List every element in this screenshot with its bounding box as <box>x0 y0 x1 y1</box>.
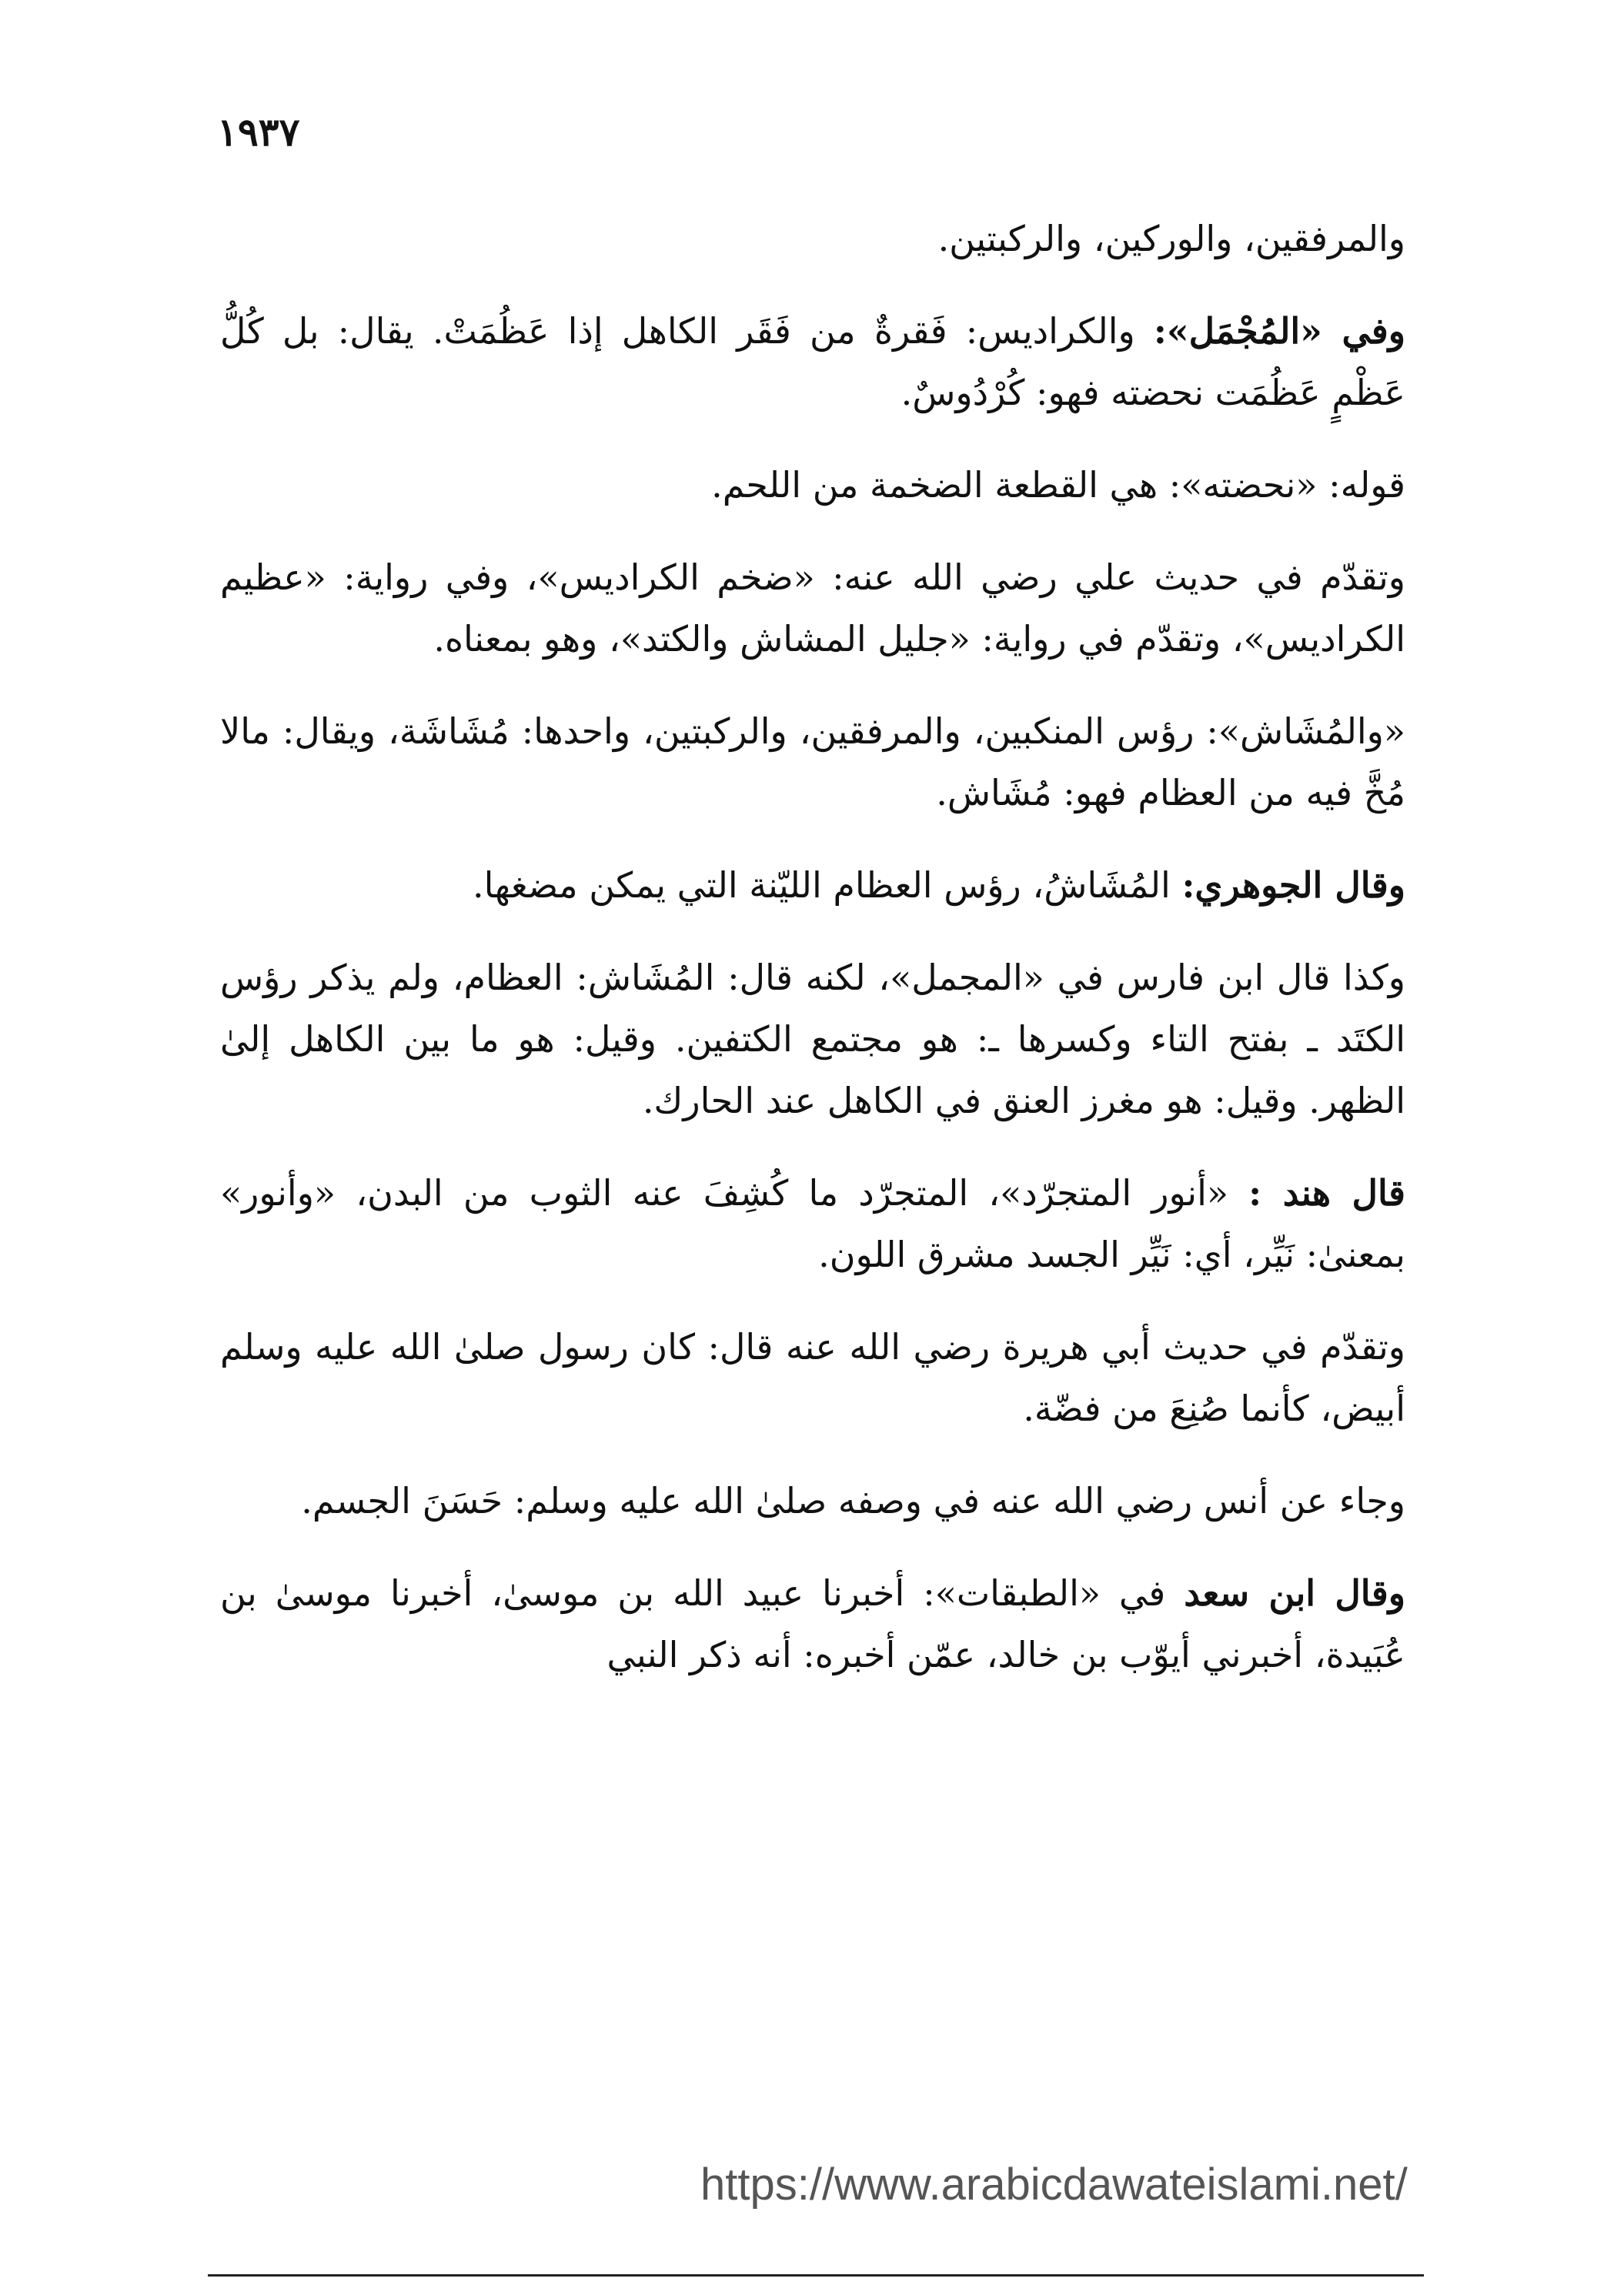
body-text <box>220 208 1405 1716</box>
paragraph-text: والكراديس: فَقرةٌ من فَقَر الكاهل إذا عَظُمَتْ. يقال: بل كُلُّ عَظْمٍ عَظُمَت نحضته فهو: كُرْدُوسٌ. <box>220 310 1405 413</box>
paragraph-text: وتقدّم في حديث علي رضي الله عنه: «ضخم الكراديس»، وفي رواية: «عظيم الكراديس»، وتقدّم في رواية: «جليل المشاش والكتد»، وهو بمعناه. <box>220 556 1405 660</box>
paragraph-text: وتقدّم في حديث أبي هريرة رضي الله عنه قال: كان رسول صلىٰ الله عليه وسلم أبيض، كأنما صُنِعَ من فضّة. <box>220 1326 1405 1429</box>
watermark-url: https://www.arabicdawateislami.net/ <box>700 2160 1408 2210</box>
paragraph-text: قوله: «نحضته»: هي القطعة الضخمة من اللحم. <box>711 464 1405 506</box>
paragraph <box>220 454 1405 516</box>
paragraph-lead: وقال ابن سعد <box>1184 1572 1406 1614</box>
page-number: ١٩٣٧ <box>217 109 300 155</box>
paragraph-lead: قال هند : <box>1248 1172 1405 1214</box>
paragraph <box>220 300 1405 423</box>
paragraph <box>220 1162 1405 1285</box>
paragraph-text: المُشَاشُ، رؤس العظام الليّنة التي يمكن مضغها. <box>473 864 1182 906</box>
paragraph-text: «أنور المتجرّد»، المتجرّد ما كُشِفَ عنه الثوب من البدن، «وأنور» بمعنىٰ: نَيِّر، أي: نَيِّر الجسد مشرق اللون. <box>220 1172 1405 1275</box>
paragraph <box>220 546 1405 670</box>
paragraph-text: والمرفقين، والوركين، والركبتين. <box>937 218 1405 259</box>
paragraph <box>220 700 1405 823</box>
paragraph-text: في «الطبقات»: أخبرنا عبيد الله بن موسىٰ، أخبرنا موسىٰ بن عُبَيدة، أخبرني أيوّب بن خالد، عمّن أخبره: أنه ذكر النبي <box>220 1572 1405 1675</box>
paragraph <box>220 854 1405 916</box>
paragraph-text: وكذا قال ابن فارس في «المجمل»، لكنه قال: المُشَاش: العظام، ولم يذكر رؤس الكتَد ـ بفتح التاء وكسرها ـ: هو مجتمع الكتفين. وقيل: هو ما بين الكاهل إلىٰ الظهر. وقيل: هو مغرز العنق في الكاهل عند الحارك. <box>220 957 1405 1121</box>
paragraph <box>220 1470 1405 1532</box>
paragraph <box>220 1316 1405 1439</box>
footer-rule <box>208 2274 1424 2277</box>
paragraph <box>220 1562 1405 1685</box>
paragraph <box>220 947 1405 1131</box>
paragraph-lead: وقال الجوهري: <box>1181 864 1405 906</box>
paragraph <box>220 208 1405 269</box>
paragraph-lead: وفي «المُجْمَل»: <box>1153 310 1405 352</box>
paragraph-text: «والمُشَاش»: رؤس المنكبين، والمرفقين، والركبتين، واحدها: مُشَاشَة، ويقال: مالا مُخَّ فيه من العظام فهو: مُشَاش. <box>220 710 1405 813</box>
paragraph-text: وجاء عن أنس رضي الله عنه في وصفه صلىٰ الله عليه وسلم: حَسَنَ الجسم. <box>301 1480 1405 1522</box>
